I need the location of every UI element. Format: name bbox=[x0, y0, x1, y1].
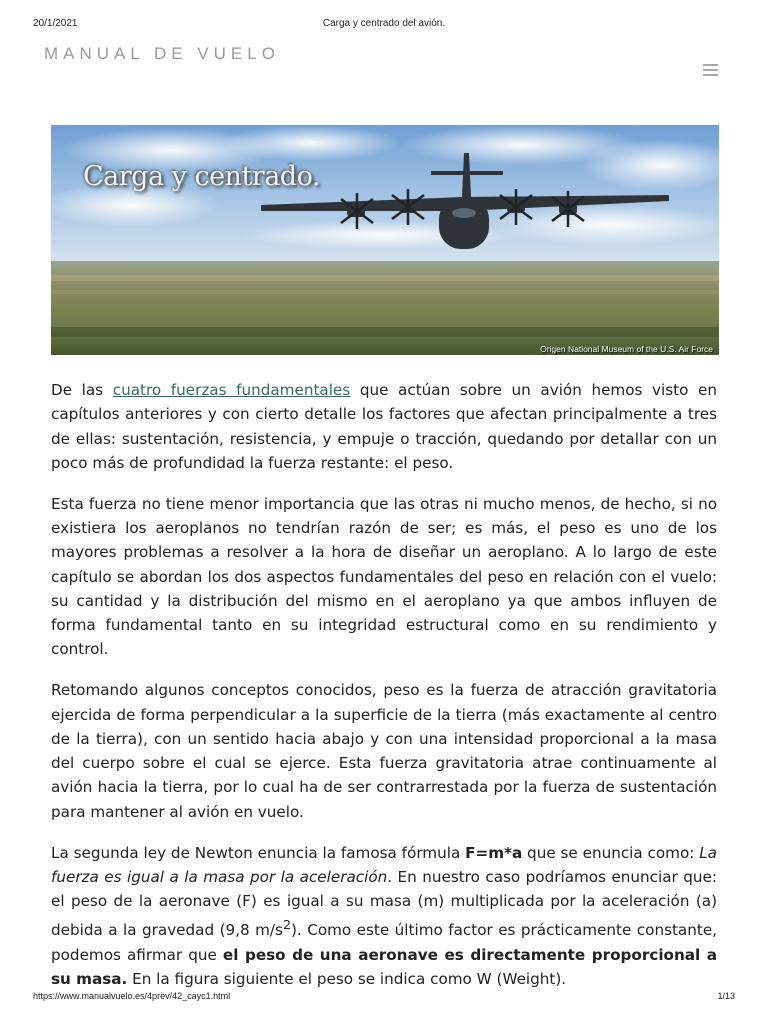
print-date: 20/1/2021 bbox=[33, 18, 78, 29]
hero-credit: Origen National Museum of the U.S. Air Force bbox=[540, 344, 713, 354]
print-footer bbox=[33, 991, 735, 1003]
weight-statement: el peso de una aeronave es directamente proporcional a su masa. bbox=[51, 945, 717, 989]
site-title[interactable]: MANUAL DE VUELO bbox=[44, 44, 280, 63]
hero-photo-airplane bbox=[51, 125, 719, 355]
article-body bbox=[51, 378, 717, 1008]
newton-quote: La fuerza es igual a la masa por la aceleración bbox=[51, 843, 717, 886]
paragraph-2: Esta fuerza no tiene menor importancia que las otras ni mucho menos, de hecho, si no existiera los aeroplanos no tendrían razón de ser; es más, el peso es uno de los mayores problemas a resolver a la hora de diseñar un aeroplano. A lo largo de este capítulo se abordan los dos aspectos fundamentales del peso en relación con el vuelo: su cantidad y la distribución del mismo en el aeroplano ya que ambos influyen de forma fundamental tanto en su integridad estructural como en su rendimiento y control. bbox=[51, 494, 717, 659]
paragraph-4: La segunda ley de Newton enuncia la famosa fórmula F=m*a que se enuncia como: La fuerza es igual a la masa por la aceleración. En nuestro caso podríamos enunciar que: el peso de la aeronave (F) es igual a su masa (m) multiplicada por la aceleración (a) debida a la gravedad (9,8 $m/s^2$). Como este último factor es prácticamente constante, podemos afirmar que el peso de una aeronave es directamente proporcional a su masa. En la figura siguiente el peso se indica como W (Weight). bbox=[51, 843, 717, 989]
print-page-title: Carga y centrado del avión. bbox=[322, 18, 446, 29]
paragraph-3: Retomando algunos conceptos conocidos, peso es la fuerza de atracción gravitatoria ejercida de forma perpendicular a la superficie de la tierra (más exactamente al centro de la tierra), con un sentido hacia abajo y con una intensidad proporcional a la masa del cuerpo sobre el cual se ejerce. Esta fuerza gravitatoria atrae continuamente al avión hacia la tierra, por lo cual ha de ser contrarrestada por la fuerza de sustentación para mantener al avión en vuelo. bbox=[51, 681, 717, 821]
print-url: https://www.manualvuelo.es/4prev/42_cayc1.html bbox=[33, 991, 231, 1001]
print-header bbox=[33, 18, 735, 32]
hamburger-menu-icon[interactable] bbox=[703, 64, 718, 78]
newton-formula: F=m*a bbox=[465, 843, 523, 862]
page-number: 1/13 bbox=[717, 991, 735, 1001]
four-forces-link[interactable]: cuatro fuerzas fundamentales bbox=[112, 381, 351, 399]
hero-title: Carga y centrado. bbox=[83, 161, 320, 192]
hero-image bbox=[51, 125, 719, 355]
paragraph-1: De las cuatro fuerzas fundamentales que actúan sobre un avión hemos visto en capítulos anteriores y con cierto detalle los factores que afectan principalmente a tres de ellas: sustentación, resistencia, y empuje o tracción, quedando por detallar con un poco más de profundidad la fuerza restante: el peso. bbox=[51, 381, 717, 472]
